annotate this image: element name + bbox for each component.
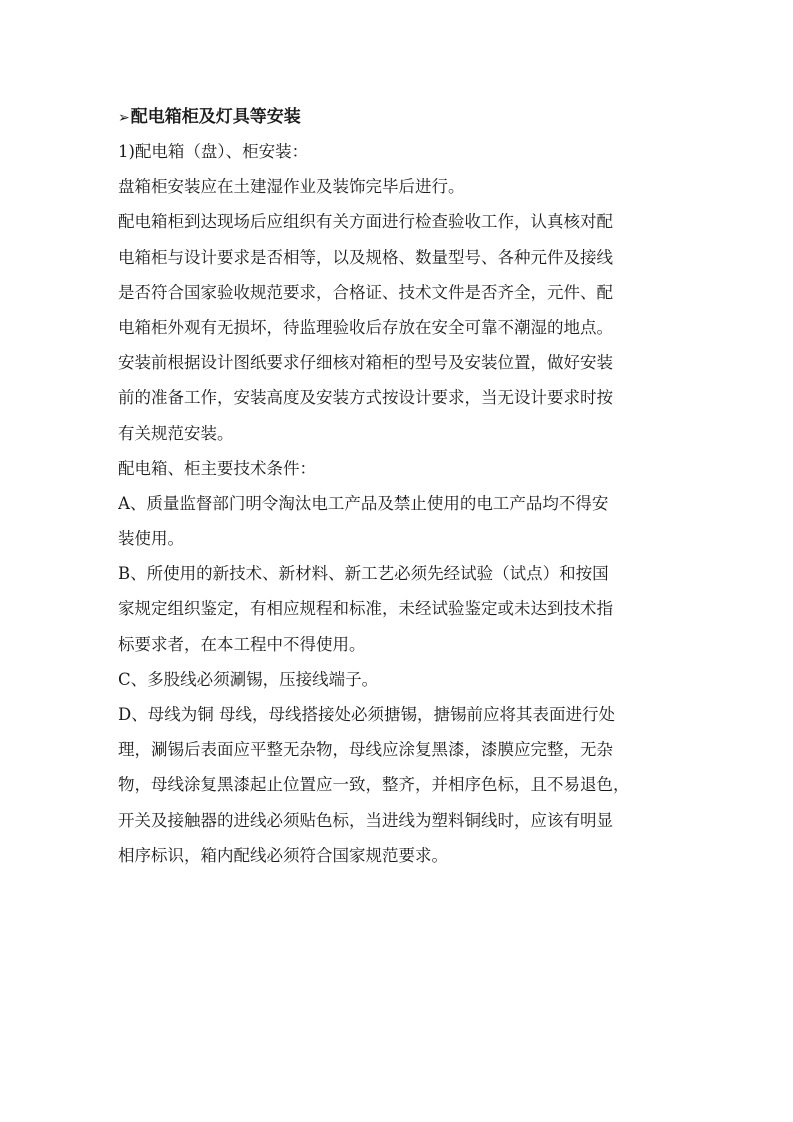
text-line: 家规定组织鉴定，有相应规程和标准，未经试验鉴定或未达到技术指 bbox=[118, 599, 613, 619]
text-line: 电箱柜外观有无损坏，待监理验收后存放在安全可靠不潮湿的地点。 bbox=[118, 317, 613, 337]
text-line: 1)配电箱（盘）、柜安装： bbox=[118, 142, 309, 161]
text-line: 相序标识，箱内配线必须符合国家规范要求。 bbox=[118, 845, 448, 865]
text-line: 前的准备工作，安装高度及安装方式按设计要求，当无设计要求时按 bbox=[118, 388, 613, 408]
section-heading bbox=[118, 100, 688, 134]
arrow-bullet-icon: ➢ bbox=[118, 110, 130, 126]
text-line: 盘箱柜安装应在土建湿作业及装饰完毕后进行。 bbox=[118, 177, 465, 197]
document-body bbox=[118, 100, 688, 873]
text-line: B、所使用的新技术、新材料、新工艺必须先经试验（试点）和按国 bbox=[118, 564, 609, 584]
text-line: 安装前根据设计图纸要求仔细核对箱柜的型号及安装位置，做好安装 bbox=[118, 353, 613, 373]
text-line: 配电箱、柜主要技术条件： bbox=[118, 458, 316, 478]
text-line: C、多股线必须涮锡，压接线端子。 bbox=[118, 669, 379, 689]
text-line: 有关规范安装。 bbox=[118, 423, 234, 443]
text-line: 物，母线涂复黑漆起止位置应一致，整齐，并相序色标，且不易退色， bbox=[118, 775, 630, 795]
text-line: A、质量监督部门明令淘汰电工产品及禁止使用的电工产品均不得安 bbox=[118, 493, 609, 513]
section-heading-text: 配电箱柜及灯具等安装 bbox=[130, 107, 301, 127]
text-line: 开关及接触器的进线必须贴色标，当进线为塑料铜线时，应该有明显 bbox=[118, 810, 613, 830]
text-line: 是否符合国家验收规范要求，合格证、技术文件是否齐全，元件、配 bbox=[118, 282, 613, 302]
text-line: 理，涮锡后表面应平整无杂物，母线应涂复黑漆，漆膜应完整，无杂 bbox=[118, 740, 613, 760]
text-line: 配电箱柜到达现场后应组织有关方面进行检查验收工作，认真核对配 bbox=[118, 212, 613, 232]
text-line: 标要求者，在本工程中不得使用。 bbox=[118, 634, 366, 654]
text-line: D、母线为铜 母线，母线搭接处必须搪锡，搪锡前应将其表面进行处 bbox=[118, 705, 615, 724]
text-line: 装使用。 bbox=[118, 529, 184, 549]
text-line: 电箱柜与设计要求是否相等，以及规格、数量型号、各种元件及接线 bbox=[118, 247, 613, 267]
